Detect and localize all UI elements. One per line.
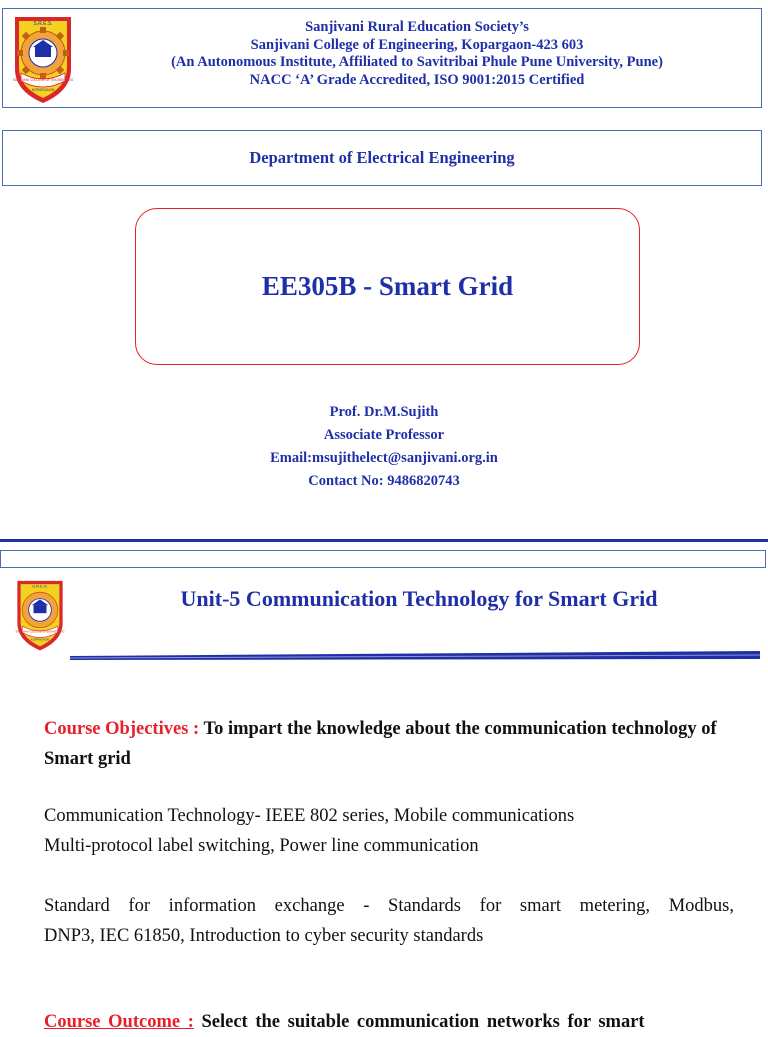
- logo-text-bottom: KOPARGAON: [31, 88, 55, 92]
- college-logo: [7, 11, 79, 105]
- professor-designation: Associate Professor: [323, 427, 445, 443]
- syllabus-line: Multi-protocol label switching, Power line communication: [44, 836, 479, 856]
- course-title: EE305B - Smart Grid: [135, 208, 640, 365]
- title-underline: [70, 648, 760, 662]
- syllabus-line: Communication Technology- IEEE 802 series, Mobile communications: [44, 806, 575, 826]
- professor-contact: Contact No: 9486820743: [308, 473, 460, 489]
- college-logo-small: [4, 576, 76, 652]
- logo-text-ring: SANJIVANI COLLEGE OF ENGINEERING: [12, 78, 74, 82]
- outcome-label: Course Outcome :: [44, 1012, 194, 1032]
- society-name: Sanjivani Rural Education Society’s: [305, 19, 529, 35]
- unit-title: Unit-5 Communication Technology for Smart Grid: [180, 586, 658, 611]
- department-title: Department of Electrical Engineering: [2, 130, 762, 186]
- outcome-text: Select the suitable communication networks for smart: [193, 1012, 645, 1032]
- logo-text-top: S.R.E.S.: [32, 583, 48, 589]
- syllabus-line: Standard for information exchange - Standards for smart metering, Modbus,: [44, 896, 734, 916]
- header-text: [81, 19, 753, 89]
- accreditation: NACC ‘A’ Grade Accredited, ISO 9001:2015 Certified: [249, 71, 585, 88]
- professor-name: Prof. Dr.M.Sujith: [329, 404, 439, 420]
- professor-email: Email:msujithelect@sanjivani.org.in: [270, 450, 498, 466]
- logo-text-ring: SANJIVANI COLLEGE OF ENGINEERING: [15, 630, 65, 634]
- logo-text-top: S.R.E.S.: [33, 21, 53, 27]
- professor-info: [0, 401, 768, 493]
- course-outcome: [44, 1007, 744, 1037]
- affiliation: (An Autonomous Institute, Affiliated to Savitribai Phule Pune University, Pune): [171, 54, 663, 70]
- objectives-text: To impart the knowledge about the communication technology of Smart grid: [44, 719, 717, 769]
- college-name: Sanjivani College of Engineering, Kopargaon-423 603: [250, 36, 584, 53]
- syllabus-line: DNP3, IEC 61850, Introduction to cyber security standards: [44, 926, 484, 946]
- institution-header: [2, 8, 762, 108]
- syllabus-part-2: [44, 891, 734, 951]
- divider-line: [0, 539, 768, 542]
- logo-text-bottom: KOPARGAON: [31, 637, 49, 642]
- objectives-label: Course Objectives :: [44, 719, 200, 739]
- section-band: [0, 550, 766, 568]
- syllabus-part-1: [44, 801, 734, 861]
- course-objectives: [44, 714, 734, 774]
